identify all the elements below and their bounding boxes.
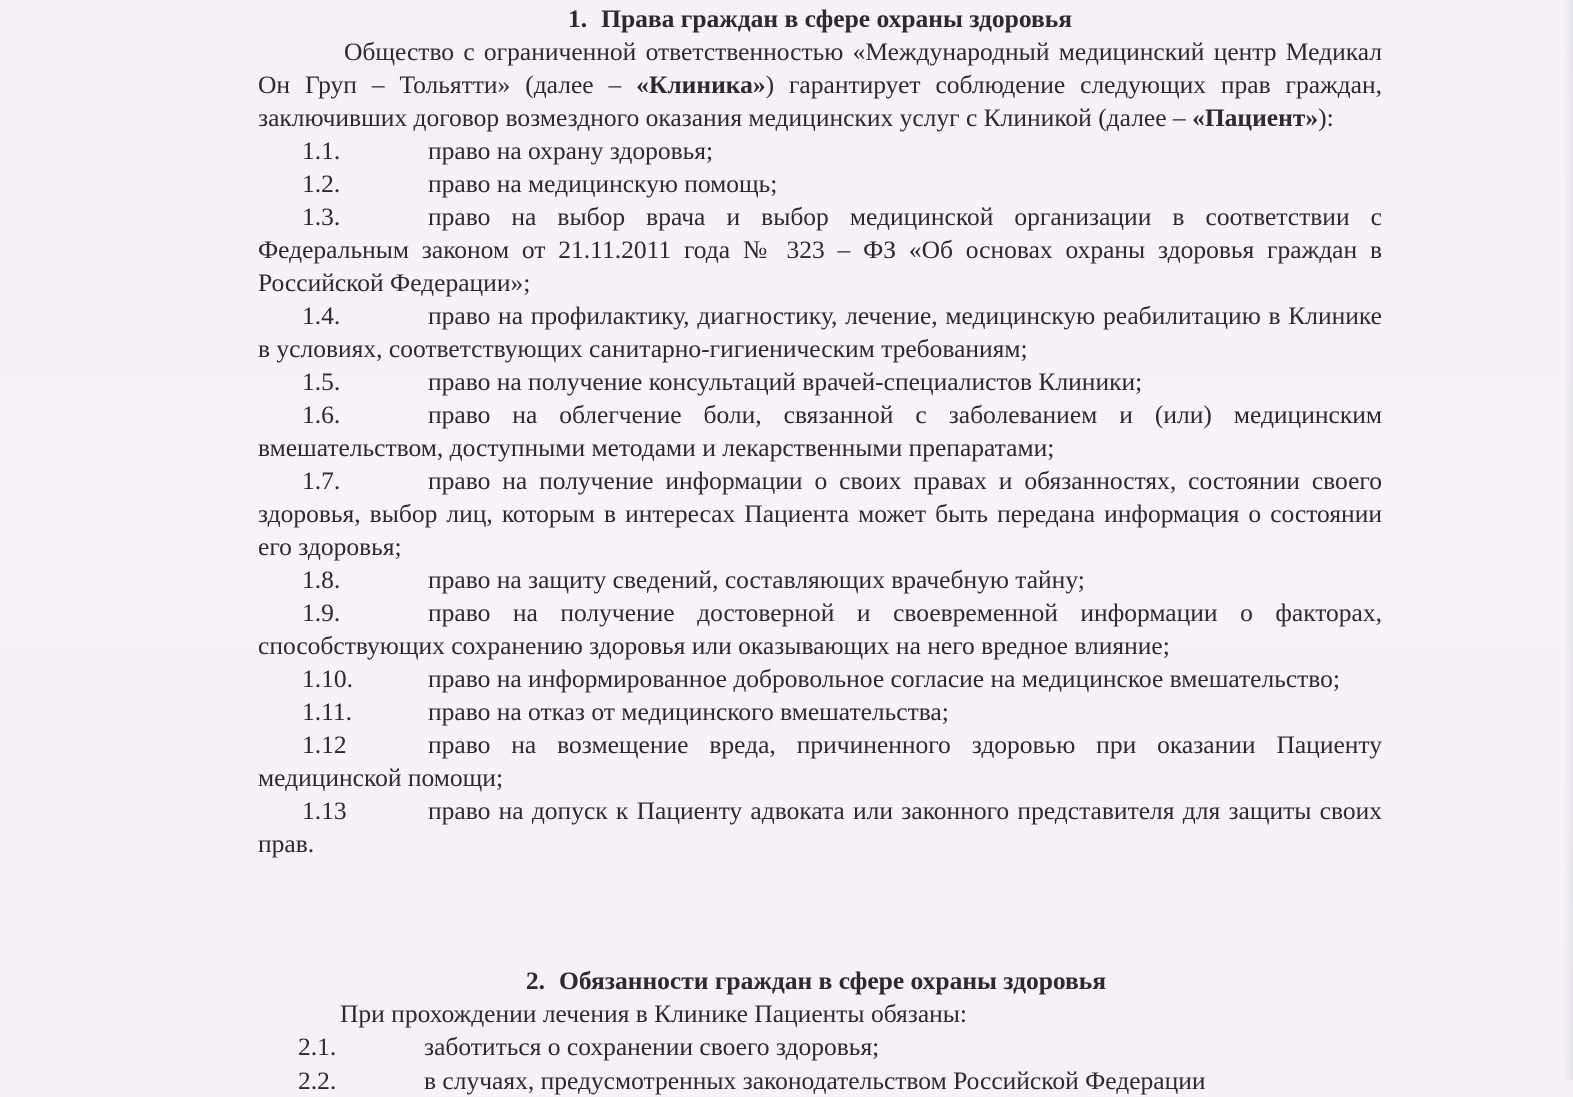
item-text: право на возмещение вреда, причиненного здоровью при оказании Пациенту медицинской помощи; xyxy=(258,730,1382,792)
item-number: 1.10. xyxy=(302,664,353,693)
item-text: право на получение достоверной и своевременной информации о факторах, способствующих сохранению здоровья или оказывающих на него вредное влияние; xyxy=(258,598,1382,660)
section-2-cut-line xyxy=(254,1064,1378,1095)
list-item xyxy=(258,398,1382,464)
item-number: 2.2. xyxy=(298,1066,337,1095)
list-item xyxy=(254,1064,1378,1097)
section-2 xyxy=(254,964,1378,1063)
item-text: право на получение консультаций врачей-специалистов Клиники; xyxy=(428,367,1143,396)
section-1 xyxy=(258,2,1382,860)
intro-text-2: ) гарантирует соблюдение следующих прав граждан, заключивших договор возмездного оказания медицинских услуг с Клиникой (далее – xyxy=(258,70,1382,132)
item-text: в случаях, предусмотренных законодательством Российской Федерации xyxy=(424,1066,1206,1095)
list-item xyxy=(258,200,1382,299)
list-item xyxy=(258,464,1382,563)
item-text: право на медицинскую помощь; xyxy=(428,169,778,198)
item-number: 1.8. xyxy=(302,565,341,594)
section-2-number: 2. xyxy=(525,966,546,995)
section-2-title: Обязанности граждан в сфере охраны здоровья xyxy=(559,966,1107,995)
list-item xyxy=(258,695,1382,728)
item-number: 1.11. xyxy=(302,697,353,726)
list-item xyxy=(258,662,1382,695)
item-number: 1.7. xyxy=(302,466,341,495)
item-number: 1.2. xyxy=(302,169,341,198)
item-text: заботиться о сохранении своего здоровья; xyxy=(424,1032,880,1061)
item-number: 1.6. xyxy=(302,400,341,429)
item-text: право на информированное добровольное согласие на медицинское вмешательство; xyxy=(428,664,1341,693)
item-number: 1.13 xyxy=(302,796,347,825)
item-text: право на защиту сведений, составляющих врачебную тайну; xyxy=(428,565,1085,594)
intro-text-3: ): xyxy=(1318,103,1334,132)
item-text: право на допуск к Пациенту адвоката или законного представителя для защиты своих прав. xyxy=(258,796,1382,858)
item-text: право на профилактику, диагностику, лечение, медицинскую реабилитацию в Клинике в условиях, соответствующих санитарно-гигиеническим требованиям; xyxy=(258,301,1382,363)
item-text: право на отказ от медицинского вмешательства; xyxy=(428,697,949,726)
item-number: 1.5. xyxy=(302,367,341,396)
list-item xyxy=(258,794,1382,860)
section-1-number: 1. xyxy=(567,4,588,33)
list-item xyxy=(258,596,1382,662)
page-edge-shadow xyxy=(1563,0,1573,1080)
item-text: право на выбор врача и выбор медицинской организации в соответствии с Федеральным законом от 21.11.2011 года № 323 – ФЗ «Об основах охраны здоровья граждан в Российской Федерации»; xyxy=(258,202,1382,297)
list-item xyxy=(258,299,1382,365)
list-item xyxy=(254,1030,1378,1063)
list-item xyxy=(258,167,1382,200)
item-number: 1.12 xyxy=(302,730,347,759)
section-1-heading xyxy=(258,2,1382,35)
list-item xyxy=(258,134,1382,167)
item-text: право на охрану здоровья; xyxy=(428,136,714,165)
item-number: 1.4. xyxy=(302,301,341,330)
item-number: 1.3. xyxy=(302,202,341,231)
section-1-title: Права граждан в сфере охраны здоровья xyxy=(601,4,1073,33)
intro-term-clinic: «Клиника» xyxy=(636,70,766,99)
section-2-heading xyxy=(254,964,1378,997)
intro-term-patient: «Пациент» xyxy=(1192,103,1319,132)
list-item xyxy=(258,563,1382,596)
section-1-intro xyxy=(258,35,1382,134)
section-2-intro: При прохождении лечения в Клинике Пациенты обязаны: xyxy=(340,999,968,1028)
item-text: право на облегчение боли, связанной с заболеванием и (или) медицинским вмешательством, доступными методами и лекарственными препаратами; xyxy=(258,400,1382,462)
list-item xyxy=(258,728,1382,794)
item-text: право на получение информации о своих правах и обязанностях, состоянии своего здоровья, выбор лиц, которым в интересах Пациента может быть передана информация о состоянии его здоровья; xyxy=(258,466,1382,561)
item-number: 1.1. xyxy=(302,136,341,165)
list-item xyxy=(258,365,1382,398)
item-number: 2.1. xyxy=(298,1032,337,1061)
intro-text-1: Общество с ограниченной ответственностью «Международный медицинский центр Медикал Он Груп – Тольятти» (далее – xyxy=(258,37,1382,99)
item-number: 1.9. xyxy=(302,598,341,627)
